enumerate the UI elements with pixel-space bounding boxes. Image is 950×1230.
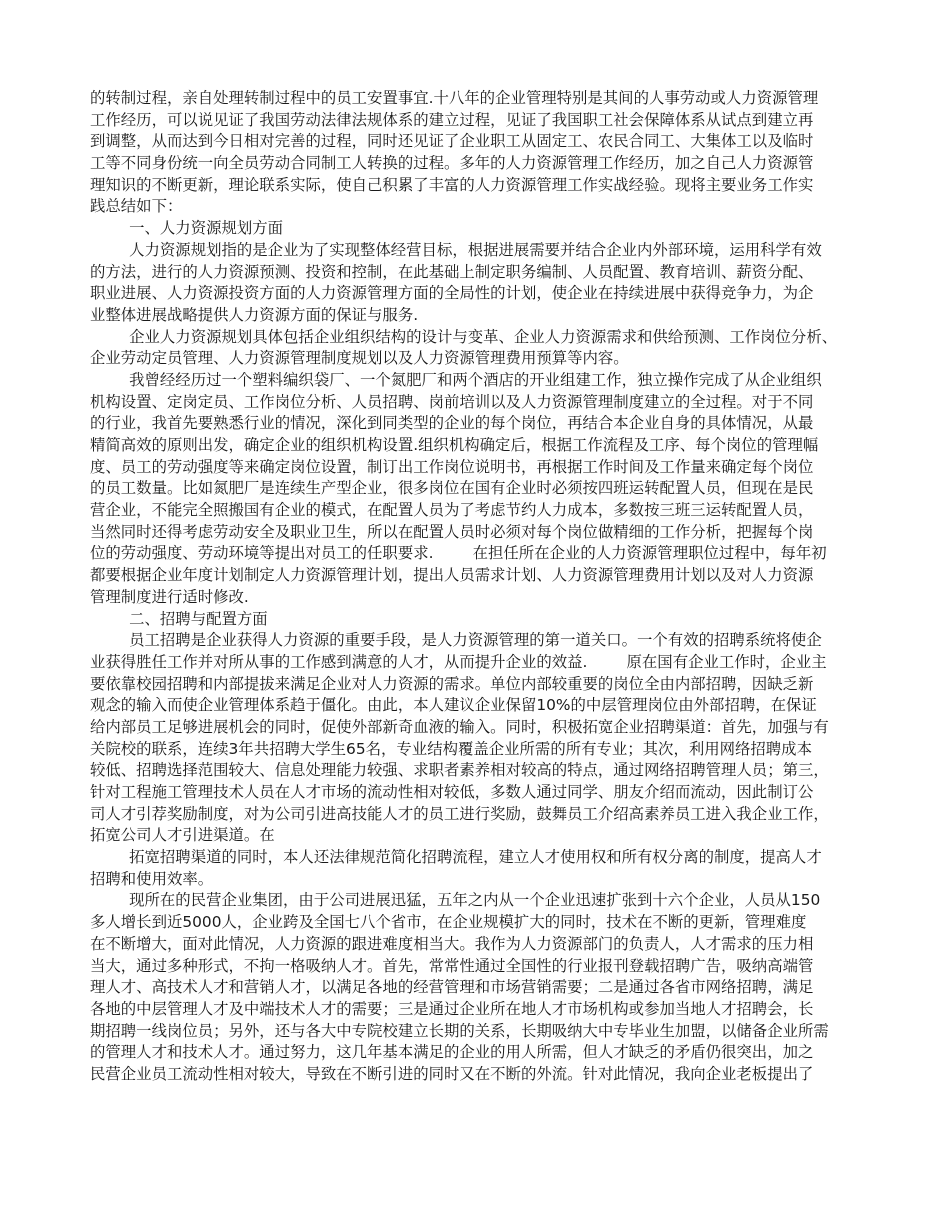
text-line: 工作经历，可以说见证了我国劳动法律法规体系的建立过程，见证了我国职工社会保障体系从试点到建立再 [90, 110, 814, 129]
text-line: 的管理人才和技术人才。通过努力，这几年基本满足的企业的用人所需，但人才缺乏的矛盾仍很突出，加之 [90, 1043, 814, 1062]
text-line: 践总结如下： [90, 197, 183, 216]
text-line: 期招聘一线岗位员；另外，还与各大中专院校建立长期的关系，长期吸纳大中专毕业生加盟，以储备企业所需 [90, 1021, 829, 1040]
text-line: 我曾经经历过一个塑料编织袋厂、一个氮肥厂和两个酒店的开业组建工作，独立操作完成了从企业组织 [90, 370, 822, 389]
text-line: 人力资源规划指的是企业为了实现整体经营目标，根据进展需要并结合企业内外部环境，运用科学有效 [90, 240, 822, 259]
text-line: 拓宽公司人才引进渠道。在 [90, 826, 275, 845]
text-line: 都要根据企业年度计划制定人力资源管理计划，提出人员需求计划、人力资源管理费用计划以及对人力资源 [90, 566, 814, 585]
text-line: 民营企业员工流动性相对较大，导致在不断引进的同时又在不断的外流。针对此情况，我向企业老板提出了 [90, 1064, 814, 1083]
text-line: 业整体进展战略提供人力资源方面的保证与服务. [90, 305, 419, 324]
document-page [90, 88, 870, 1107]
text-line: 当然同时还得考虑劳动安全及职业卫生，所以在配置人员时必须对每个岗位做精细的工作分析，把握每个岗 [90, 522, 814, 541]
text-line: 的方法，进行的人力资源预测、投资和控制，在此基础上制定职务编制、人员配置、教育培训、薪资分配、 [90, 262, 814, 281]
text-line: 位的劳动强度、劳动环境等提出对员工的任职要求. 在担任所在企业的人力资源管理职位过程中，每年初 [90, 544, 827, 563]
text-line: 员工招聘是企业获得人力资源的重要手段，是人力资源管理的第一道关口。一个有效的招聘系统将使企 [90, 631, 822, 650]
text-line: 当大，通过多种形式，不拘一格吸纳人才。首先，常常性通过全国性的行业报刊登载招聘广告，吸纳高端管 [90, 956, 814, 975]
text-line: 要依靠校园招聘和内部提拔来满足企业对人力资源的需求。单位内部较重要的岗位全由内部招聘，因缺乏新 [90, 674, 814, 693]
text-line: 到调整，从而达到今日相对完善的过程，同时还见证了企业职工从固定工、农民合同工、大集体工以及临时 [90, 132, 814, 151]
text-line: 观念的输入而使企业管理体系趋于僵化。由此，本人建议企业保留10%的中层管理岗位由外部招聘，在保证 [90, 696, 817, 715]
text-line: 针对工程施工管理技术人员在人才市场的流动性相对较低，多数人通过同学、朋友介绍而流动，因此制订公 [90, 783, 814, 801]
text-line: 企业人力资源规划具体包括企业组织结构的设计与变革、企业人力资源需求和供给预测、工作岗位分析、 [90, 327, 838, 346]
text-line: 关院校的联系，连续3年共招聘大学生65名，专业结构覆盖企业所需的所有专业；其次，利用网络招聘成本 [90, 739, 812, 758]
text-line: 工等不同身份统一向全员劳动合同制工人转换的过程。多年的人力资源管理工作经历，加之自己人力资源管 [90, 154, 814, 173]
section-heading: 一、人力资源规划方面 [90, 219, 284, 238]
text-line: 的行业，我首先要熟悉行业的情况，深化到同类型的企业的每个岗位，再结合本企业自身的具体情况，从最 [90, 414, 814, 433]
text-line: 司人才引荐奖励制度，对为公司引进高技能人才的员工进行奖励，鼓舞员工介绍高素养员工进入我企业工作， [90, 804, 829, 823]
text-line: 给内部员工足够进展机会的同时，促使外部新奇血液的输入。同时，积极拓宽企业招聘渠道：首先，加强与有 [90, 717, 829, 736]
text-line: 营企业，不能完全照搬国有企业的模式，在配置人员为了考虑节约人力成本，多数按三班三运转配置人员， [90, 501, 814, 520]
text-line: 理人才、高技术人才和营销人才，以满足各地的经营管理和市场营销需要；二是通过各省市网络招聘，满足 [90, 978, 814, 997]
text-line: 精简高效的原则出发，确定企业的组织机构设置.组织机构确定后，根据工作流程及工序、每个岗位的管理幅 [90, 436, 819, 454]
text-line: 理知识的不断更新，理论联系实际，使自己积累了丰富的人力资源管理工作实战经验。现将主要业务工作实 [90, 175, 814, 194]
text-line: 各地的中层管理人才及中端技术人才的需要；三是通过企业所在地人才市场机构或参加当地人才招聘会，长 [90, 999, 814, 1018]
text-line: 业获得胜任工作并对所从事的工作感到满意的人才，从而提升企业的效益. 原在国有企业工作时，企业主 [90, 652, 827, 671]
text-line: 较低、招聘选择范围较大、信息处理能力较强、求职者素养相对较高的特点，通过网络招聘管理人员；第三， [90, 761, 829, 780]
text-line: 在不断增大，面对此情况，人力资源的跟进难度相当大。我作为人力资源部门的负责人，人才需求的压力相 [90, 934, 814, 953]
text-line: 度、员工的劳动强度等来确定岗位设置，制订出工作岗位说明书，再根据工作时间及工作量来确定每个岗位 [90, 457, 814, 476]
text-line: 拓宽招聘渠道的同时，本人还法律规范简化招聘流程，建立人才使用权和所有权分离的制度，提高人才 [90, 848, 822, 867]
text-line: 招聘和使用效率。 [90, 869, 214, 888]
text-line [90, 1086, 870, 1108]
text-line: 现所在的民营企业集团，由于公司进展迅猛，五年之内从一个企业迅速扩张到十六个企业，人员从150 [90, 891, 821, 910]
section-heading: 二、招聘与配置方面 [90, 609, 268, 628]
text-line: 企业劳动定员管理、人力资源管理制度规划以及人力资源管理费用预算等内容。 [90, 349, 629, 368]
text-line: 管理制度进行适时修改. [90, 587, 249, 606]
text-line: 的员工数量。比如氮肥厂是连续生产型企业，很多岗位在国有企业时必须按四班运转配置人员，但现在是民 [90, 479, 814, 498]
text-line: 多人增长到近5000人，企业跨及全国七八个省市，在企业规模扩大的同时，技术在不断的更新，管理难度 [90, 913, 807, 932]
text-line: 的转制过程，亲自处理转制过程中的员工安置事宜.十八年的企业管理特别是其间的人事劳动或人力资源管理 [90, 89, 819, 107]
text-line: 职业进展、人力资源投资方面的人力资源管理方面的全局性的计划，使企业在持续进展中获得竞争力，为企 [90, 284, 814, 303]
text-line: 机构设置、定岗定员、工作岗位分析、人员招聘、岗前培训以及人力资源管理制度建立的全过程。对于不同 [90, 392, 814, 411]
